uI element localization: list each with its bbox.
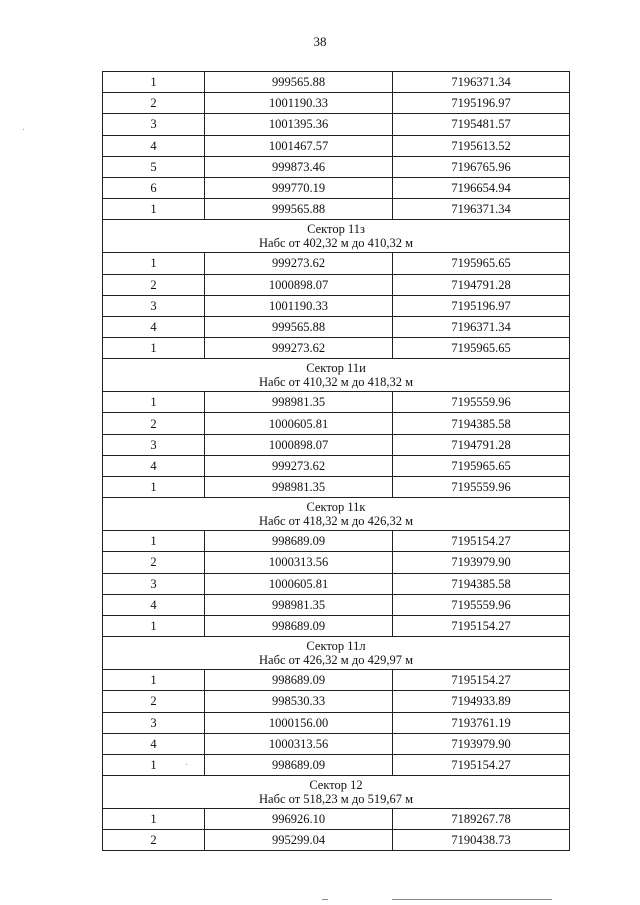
x-coordinate-cell: 998530.33 <box>205 691 393 712</box>
y-coordinate-cell: 7195154.27 <box>393 615 570 636</box>
y-coordinate-cell: 7190438.73 <box>393 830 570 851</box>
y-coordinate-cell: 7196371.34 <box>393 199 570 220</box>
point-number-cell: 3 <box>103 295 205 316</box>
y-coordinate-cell: 7194385.58 <box>393 573 570 594</box>
table-row <box>103 274 570 295</box>
x-coordinate-cell: 999873.46 <box>205 156 393 177</box>
table-row <box>103 338 570 359</box>
coordinates-table <box>102 71 570 851</box>
y-coordinate-cell: 7196654.94 <box>393 177 570 198</box>
x-coordinate-cell: 999565.88 <box>205 316 393 337</box>
sector-title: Сектор 11з <box>307 222 365 237</box>
y-coordinate-cell: 7194385.58 <box>393 413 570 434</box>
x-coordinate-cell: 1000313.56 <box>205 733 393 754</box>
table-row <box>103 316 570 337</box>
table-row <box>103 830 570 851</box>
table-row <box>103 295 570 316</box>
x-coordinate-cell: 999273.62 <box>205 338 393 359</box>
point-number-cell: 4 <box>103 594 205 615</box>
y-coordinate-cell: 7195154.27 <box>393 670 570 691</box>
x-coordinate-cell: 998689.09 <box>205 615 393 636</box>
sector-title: Сектор 11к <box>306 500 366 515</box>
x-coordinate-cell: 995299.04 <box>205 830 393 851</box>
point-number-cell: 1 <box>103 670 205 691</box>
stray-mark: · <box>185 760 189 771</box>
sector-header-row <box>103 637 570 670</box>
table-row <box>103 670 570 691</box>
y-coordinate-cell: 7193761.19 <box>393 712 570 733</box>
x-coordinate-cell: 996926.10 <box>205 809 393 830</box>
point-number-cell: 2 <box>103 274 205 295</box>
y-coordinate-cell: 7195965.65 <box>393 338 570 359</box>
y-coordinate-cell: 7194791.28 <box>393 274 570 295</box>
point-number-cell: 4 <box>103 455 205 476</box>
sector-title: Сектор 11и <box>306 361 366 376</box>
coordinates-table-body <box>103 72 570 851</box>
table-row <box>103 156 570 177</box>
y-coordinate-cell: 7195965.65 <box>393 455 570 476</box>
table-row <box>103 733 570 754</box>
x-coordinate-cell: 1000605.81 <box>205 413 393 434</box>
table-row <box>103 552 570 573</box>
sector-header-row <box>103 359 570 392</box>
x-coordinate-cell: 1001467.57 <box>205 135 393 156</box>
point-number-cell: 1 <box>103 754 205 775</box>
x-coordinate-cell: 999565.88 <box>205 199 393 220</box>
point-number-cell: 1 <box>103 392 205 413</box>
table-row <box>103 177 570 198</box>
stray-mark: · <box>22 125 26 136</box>
y-coordinate-cell: 7195154.27 <box>393 754 570 775</box>
point-number-cell: 1 <box>103 72 205 93</box>
y-coordinate-cell: 7195559.96 <box>393 392 570 413</box>
x-coordinate-cell: 999273.62 <box>205 455 393 476</box>
scan-edge-mark <box>392 899 552 900</box>
scan-edge-mark <box>322 899 328 900</box>
point-number-cell: 1 <box>103 253 205 274</box>
x-coordinate-cell: 1000605.81 <box>205 573 393 594</box>
y-coordinate-cell: 7195481.57 <box>393 114 570 135</box>
x-coordinate-cell: 1001190.33 <box>205 295 393 316</box>
point-number-cell: 4 <box>103 316 205 337</box>
y-coordinate-cell: 7195613.52 <box>393 135 570 156</box>
x-coordinate-cell: 998981.35 <box>205 477 393 498</box>
point-number-cell: 2 <box>103 830 205 851</box>
table-row <box>103 434 570 455</box>
x-coordinate-cell: 1001190.33 <box>205 93 393 114</box>
table-row <box>103 477 570 498</box>
x-coordinate-cell: 1000156.00 <box>205 712 393 733</box>
x-coordinate-cell: 1000313.56 <box>205 552 393 573</box>
table-row <box>103 531 570 552</box>
y-coordinate-cell: 7194933.89 <box>393 691 570 712</box>
table-row <box>103 754 570 775</box>
x-coordinate-cell: 1000898.07 <box>205 274 393 295</box>
point-number-cell: 3 <box>103 712 205 733</box>
sector-header-row <box>103 220 570 253</box>
point-number-cell: 4 <box>103 733 205 754</box>
table-row <box>103 413 570 434</box>
point-number-cell: 1 <box>103 615 205 636</box>
table-row <box>103 594 570 615</box>
y-coordinate-cell: 7196371.34 <box>393 72 570 93</box>
y-coordinate-cell: 7194791.28 <box>393 434 570 455</box>
table-row <box>103 455 570 476</box>
sector-height-range: Набс от 518,23 м до 519,67 м <box>259 792 413 807</box>
sector-header-cell <box>103 637 570 670</box>
table-row <box>103 199 570 220</box>
point-number-cell: 2 <box>103 413 205 434</box>
table-row <box>103 253 570 274</box>
point-number-cell: 2 <box>103 691 205 712</box>
sector-header-cell <box>103 498 570 531</box>
x-coordinate-cell: 998981.35 <box>205 392 393 413</box>
sector-header-row <box>103 776 570 809</box>
y-coordinate-cell: 7193979.90 <box>393 552 570 573</box>
point-number-cell: 3 <box>103 573 205 594</box>
x-coordinate-cell: 999770.19 <box>205 177 393 198</box>
point-number-cell: 5 <box>103 156 205 177</box>
point-number-cell: 4 <box>103 135 205 156</box>
table-row <box>103 712 570 733</box>
point-number-cell: 1 <box>103 531 205 552</box>
table-row <box>103 135 570 156</box>
x-coordinate-cell: 999273.62 <box>205 253 393 274</box>
table-row <box>103 93 570 114</box>
x-coordinate-cell: 1001395.36 <box>205 114 393 135</box>
x-coordinate-cell: 998689.09 <box>205 670 393 691</box>
sector-title: Сектор 11л <box>306 639 366 654</box>
y-coordinate-cell: 7189267.78 <box>393 809 570 830</box>
y-coordinate-cell: 7195559.96 <box>393 477 570 498</box>
table-row <box>103 392 570 413</box>
table-row <box>103 573 570 594</box>
table-row <box>103 809 570 830</box>
point-number-cell: 6 <box>103 177 205 198</box>
sector-height-range: Набс от 410,32 м до 418,32 м <box>259 375 413 390</box>
sector-height-range: Набс от 426,32 м до 429,97 м <box>259 653 413 668</box>
point-number-cell: 2 <box>103 93 205 114</box>
y-coordinate-cell: 7195196.97 <box>393 93 570 114</box>
table-row <box>103 72 570 93</box>
x-coordinate-cell: 999565.88 <box>205 72 393 93</box>
x-coordinate-cell: 1000898.07 <box>205 434 393 455</box>
point-number-cell: 3 <box>103 114 205 135</box>
sector-header-row <box>103 498 570 531</box>
y-coordinate-cell: 7195965.65 <box>393 253 570 274</box>
y-coordinate-cell: 7195559.96 <box>393 594 570 615</box>
point-number-cell: 1 <box>103 809 205 830</box>
point-number-cell: 3 <box>103 434 205 455</box>
y-coordinate-cell: 7195196.97 <box>393 295 570 316</box>
sector-height-range: Набс от 418,32 м до 426,32 м <box>259 514 413 529</box>
point-number-cell: 1 <box>103 338 205 359</box>
y-coordinate-cell: 7196371.34 <box>393 316 570 337</box>
x-coordinate-cell: 998689.09 <box>205 531 393 552</box>
sector-header-cell <box>103 220 570 253</box>
page-number: 38 <box>313 34 327 49</box>
point-number-cell: 1 <box>103 199 205 220</box>
table-row <box>103 114 570 135</box>
y-coordinate-cell: 7193979.90 <box>393 733 570 754</box>
sector-height-range: Набс от 402,32 м до 410,32 м <box>259 236 413 251</box>
table-row <box>103 691 570 712</box>
y-coordinate-cell: 7196765.96 <box>393 156 570 177</box>
point-number-cell: 1 <box>103 477 205 498</box>
x-coordinate-cell: 998981.35 <box>205 594 393 615</box>
sector-header-cell <box>103 359 570 392</box>
point-number-cell: 2 <box>103 552 205 573</box>
y-coordinate-cell: 7195154.27 <box>393 531 570 552</box>
table-row <box>103 615 570 636</box>
x-coordinate-cell: 998689.09 <box>205 754 393 775</box>
sector-title: Сектор 12 <box>309 778 363 793</box>
sector-header-cell <box>103 776 570 809</box>
